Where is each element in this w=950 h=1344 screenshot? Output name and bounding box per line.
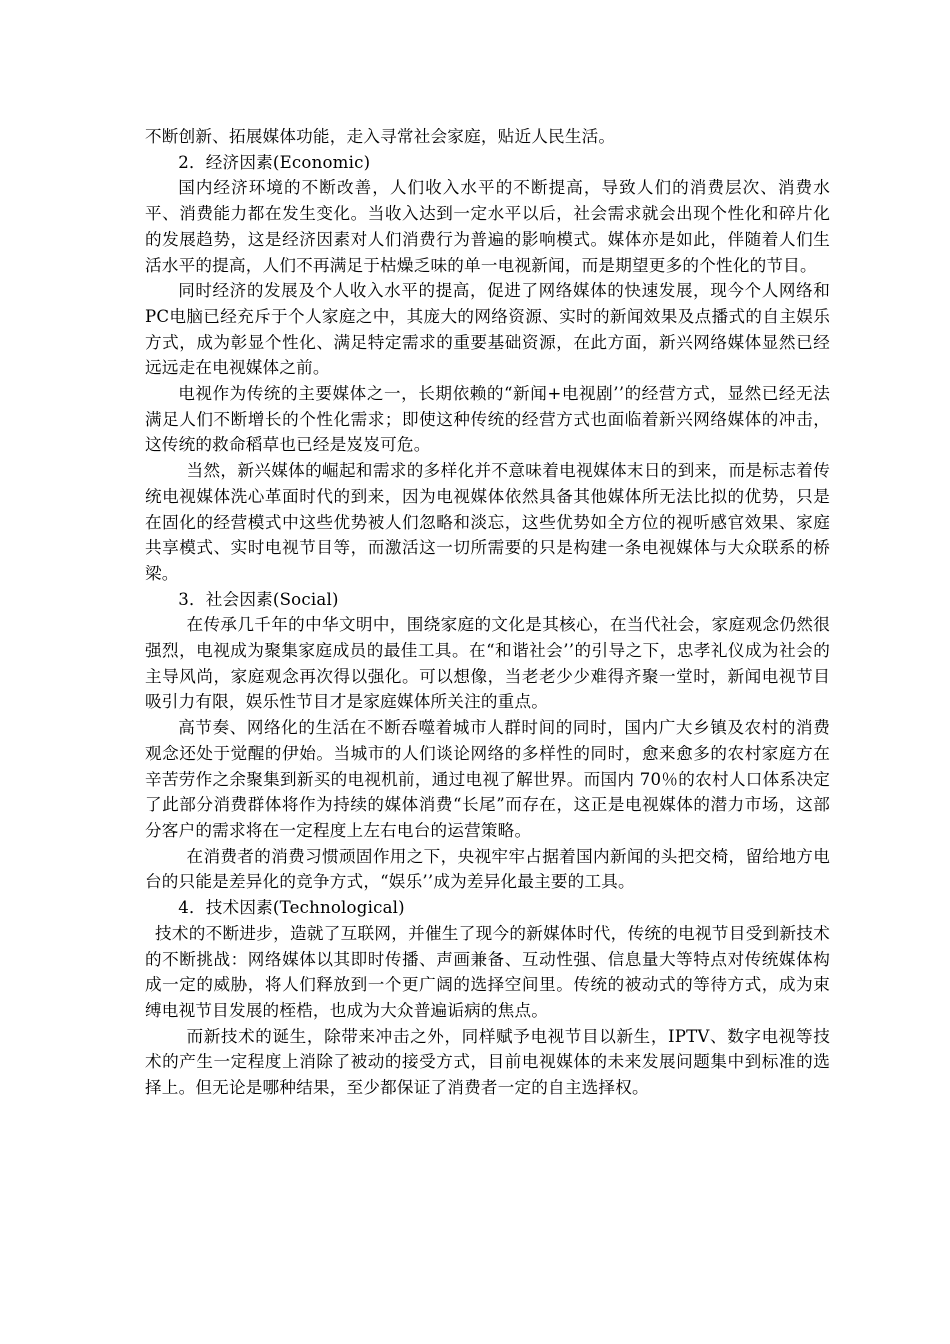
paragraph-social-1: 在传承几千年的中华文明中，围绕家庭的文化是其核心，在当代社会，家庭观念仍然很强烈，电视成为聚集家庭成员的最佳工具。在“和谐社会’’的引导之下，忠孝礼仪成为社会的主导风尚，家庭观念再次得以强化。可以想像，当老老少少难得齐聚一堂时，新闻电视节目吸引力有限，娱乐性节目才是家庭媒体所关注的重点。 bbox=[145, 615, 830, 712]
paragraph-technological-2: 而新技术的诞生，除带来冲击之外，同样赋予电视节目以新生，IPTV、数字电视等技术的产生一定程度上消除了被动的接受方式，目前电视媒体的未来发展问题集中到标准的选择上。但无论是哪种结果，至少都保证了消费者一定的自主选择权。 bbox=[145, 1026, 830, 1098]
paragraph-economic-4: 当然，新兴媒体的崛起和需求的多样化并不意味着电视媒体末日的到来，而是标志着传统电视媒体洗心革面时代的到来，因为电视媒体依然具备其他媒体所无法比拟的优势，只是在固化的经营模式中这些优势被人们忽略和淡忘，这些优势如全方位的视听感官效果、家庭共享模式、实时电视节目等，而激活这一切所需要的只是构建一条电视媒体与大众联系的桥梁。 bbox=[145, 461, 830, 583]
section-heading-technological: 4．技术因素(Technological) bbox=[178, 898, 405, 918]
section-heading-social: 3．社会因素(Social) bbox=[178, 589, 339, 609]
section-heading-economic: 2．经济因素(Economic) bbox=[178, 152, 371, 172]
paragraph-economic-1: 国内经济环境的不断改善，人们收入水平的不断提高，导致人们的消费层次、消费水平、消费能力都在发生变化。当收入达到一定水平以后，社会需求就会出现个性化和碎片化的发展趋势，这是经济因素对人们消费行为普遍的影响模式。媒体亦是如此，伴随着人们生活水平的提高，人们不再满足于枯燥乏味的单一电视新闻，而是期望更多的个性化的节目。 bbox=[145, 178, 830, 275]
document-body bbox=[145, 124, 830, 1101]
paragraph-technological-1: 技术的不断进步，造就了互联网，并催生了现今的新媒体时代，传统的电视节目受到新技术的不断挑战：网络媒体以其即时传播、声画兼备、互动性强、信息量大等特点对传统媒体构成一定的威胁，将人们释放到一个更广阔的选择空间里。传统的被动式的等待方式，成为束缚电视节目发展的桎梏，也成为大众普遍诟病的焦点。 bbox=[145, 923, 830, 1020]
paragraph-economic-3: 电视作为传统的主要媒体之一，长期依赖的“新闻+电视剧’’的经营方式，显然已经无法满足人们不断增长的个性化需求；即使这种传统的经营方式也面临着新兴网络媒体的冲击，这传统的救命稻草也已经是岌岌可危。 bbox=[145, 384, 830, 455]
paragraph-social-3: 在消费者的消费习惯顽固作用之下，央视牢牢占据着国内新闻的头把交椅，留给地方电台的只能是差异化的竞争方式，“娱乐’’成为差异化最主要的工具。 bbox=[145, 846, 830, 892]
paragraph-social-2: 高节奏、网络化的生活在不断吞噬着城市人群时间的同时，国内广大乡镇及农村的消费观念还处于觉醒的伊始。当城市的人们谈论网络的多样性的同时，愈来愈多的农村家庭方在辛苦劳作之余聚集到新买的电视机前，通过电视了解世界。而国内 70％的农村人口体系决定了此部分消费群体将作为持续的媒体消费“长尾”而存在，这正是电视媒体的潜力市场，这部分客户的需求将在一定程度上左右电台的运营策略。 bbox=[145, 718, 830, 840]
paragraph-economic-2: 同时经济的发展及个人收入水平的提高，促进了网络媒体的快速发展，现今个人网络和 PC电脑已经充斥于个人家庭之中，其庞大的网络资源、实时的新闻效果及点播式的自主娱乐方式，成为彰显个性化、满足特定需求的重要基础资源，在此方面，新兴网络媒体显然已经远远走在电视媒体之前。 bbox=[145, 281, 830, 378]
paragraph-intro-tail: 不断创新、拓展媒体功能，走入寻常社会家庭，贴近人民生活。 bbox=[145, 127, 616, 146]
